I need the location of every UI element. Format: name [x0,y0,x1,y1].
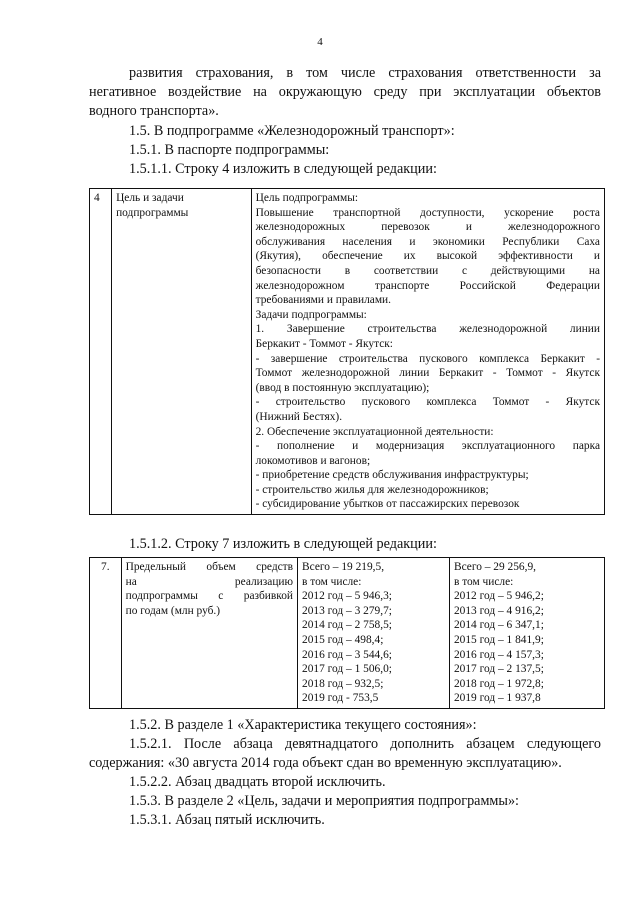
cell-line: 2015 год – 1 841,9; [453,633,544,646]
cell-line: железнодорожных перевозок и железнодорожного [255,221,600,234]
cell-line: 2012 год – 5 946,3; [302,590,392,603]
item-1-5-2-2: 1.5.2.2. Абзац двадцать второй исключить. [129,774,386,790]
item-1-5-1-1: 1.5.1.1. Строку 4 изложить в следующей редакции: [129,161,437,177]
cell-line: в том числе: [453,575,514,588]
cell-line: 1. Завершение строительства железнодорожной линии [255,323,600,336]
cell-line: в том числе: [302,575,362,588]
row-label: Цель и задачи подпрограммы [112,189,252,515]
cell-line: 2017 год – 2 137,5; [453,663,544,676]
cell-line: 2013 год – 4 916,2; [453,604,544,617]
cell-line: железнодорожном транспорте Российской Федерации [255,279,600,292]
paragraph-insurance [89,64,601,121]
cell-line: 2014 год – 6 347,1; [453,619,544,632]
cell-line: подпрограммы с разбивкой [125,590,294,603]
row-number: 4 [90,189,112,515]
cell-line: локомотивов и вагонов; [255,454,371,467]
cell-line: - приобретение средств обслуживания инфраструктуры; [255,469,529,482]
item-1-5-1: 1.5.1. В паспорте подпрограммы: [129,142,330,158]
cell-line: 2019 год - 753,5 [302,692,379,705]
cell-line: обслуживания населения и экономики Республики Саха [255,235,600,248]
cell-line: - завершение строительства пускового комплекса Беркакит - [255,352,600,365]
cell-line: на реализацию [125,575,294,588]
cell-line: Всего – 29 256,9, [453,561,537,573]
cell-line: Томмот железнодорожной линии Беркакит - Томмот - Якутск [255,367,600,380]
cell-line: 2014 год – 2 758,5; [302,619,392,632]
paragraph-line: развития страхования, в том числе страхования ответственности за [129,65,601,81]
cell-line: - пополнение и модернизация эксплуатационного парка [255,440,600,453]
item-1-5-1-2: 1.5.1.2. Строку 7 изложить в следующей редакции: [129,536,437,552]
row-number: 7. [90,558,122,709]
cell-line: безопасности в соответствии с действующими на [255,264,600,277]
table-row-7 [89,557,605,709]
cell-line: (Якутия), обеспечение их высокой эффективности и [255,250,600,263]
row-label [121,558,297,709]
cell-line: Задачи подпрограммы: [255,308,367,321]
cell-line: по годам (млн руб.) [125,604,221,617]
cell-line: (Нижний Бестях). [255,410,343,423]
paragraph-line: водного транспорта». [89,103,219,119]
item-1-5-2: 1.5.2. В разделе 1 «Характеристика текущего состояния»: [129,717,477,733]
cell-line: 2016 год – 4 157,3; [453,648,544,661]
cell-line: Повышение транспортной доступности, ускорение роста [255,206,600,219]
cell-line: 2016 год – 3 544,6; [302,648,392,661]
item-1-5-3: 1.5.3. В разделе 2 «Цель, задачи и мероприятия подпрограммы»: [129,793,519,809]
cell-line: Предельный объем средств [125,561,294,573]
cell-line: - строительство пускового комплекса Томмот - Якутск [255,396,600,409]
paragraph-line: 1.5.2.1. После абзаца девятнадцатого дополнить абзацем следующего [129,736,601,752]
cell-line: 2017 год – 1 506,0; [302,663,392,676]
cell-line: 2012 год – 5 946,2; [453,590,544,603]
cell-line: - субсидирование убытков от пассажирских перевозок [255,498,520,511]
page-number: 4 [317,36,323,48]
paragraph-line: негативное воздействие на окружающую среду при эксплуатации объектов [89,84,601,100]
cell-line: 2019 год – 1 937,8 [453,692,541,705]
row-content [251,189,604,515]
cell-line: требованиями и правилами. [255,294,391,307]
cell-line: 2013 год – 3 279,7; [302,604,392,617]
cell-line: Беркакит - Томмот - Якутск: [255,337,393,350]
item-1-5-2-1 [89,735,601,773]
cell-line: - строительство жилья для железнодорожников; [255,483,489,496]
cell-line: 2018 год – 1 972,8; [453,677,544,690]
cell-line: 2. Обеспечение эксплуатационной деятельности: [255,425,494,438]
item-1-5: 1.5. В подпрограмме «Железнодорожный транспорт»: [129,123,455,139]
cell-line: 2015 год – 498,4; [302,633,384,646]
old-values [298,558,450,709]
new-values [449,558,604,709]
cell-line: Всего – 19 219,5, [302,561,385,573]
paragraph-line: содержания: «30 августа 2014 года объект сдан во временную эксплуатацию». [89,755,562,771]
cell-line: Цель подпрограммы: [255,192,359,204]
table-row-4 [89,188,605,515]
item-1-5-3-1: 1.5.3.1. Абзац пятый исключить. [129,812,325,828]
cell-line: 2018 год – 932,5; [302,677,384,690]
cell-line: (ввод в постоянную эксплуатацию); [255,381,430,394]
